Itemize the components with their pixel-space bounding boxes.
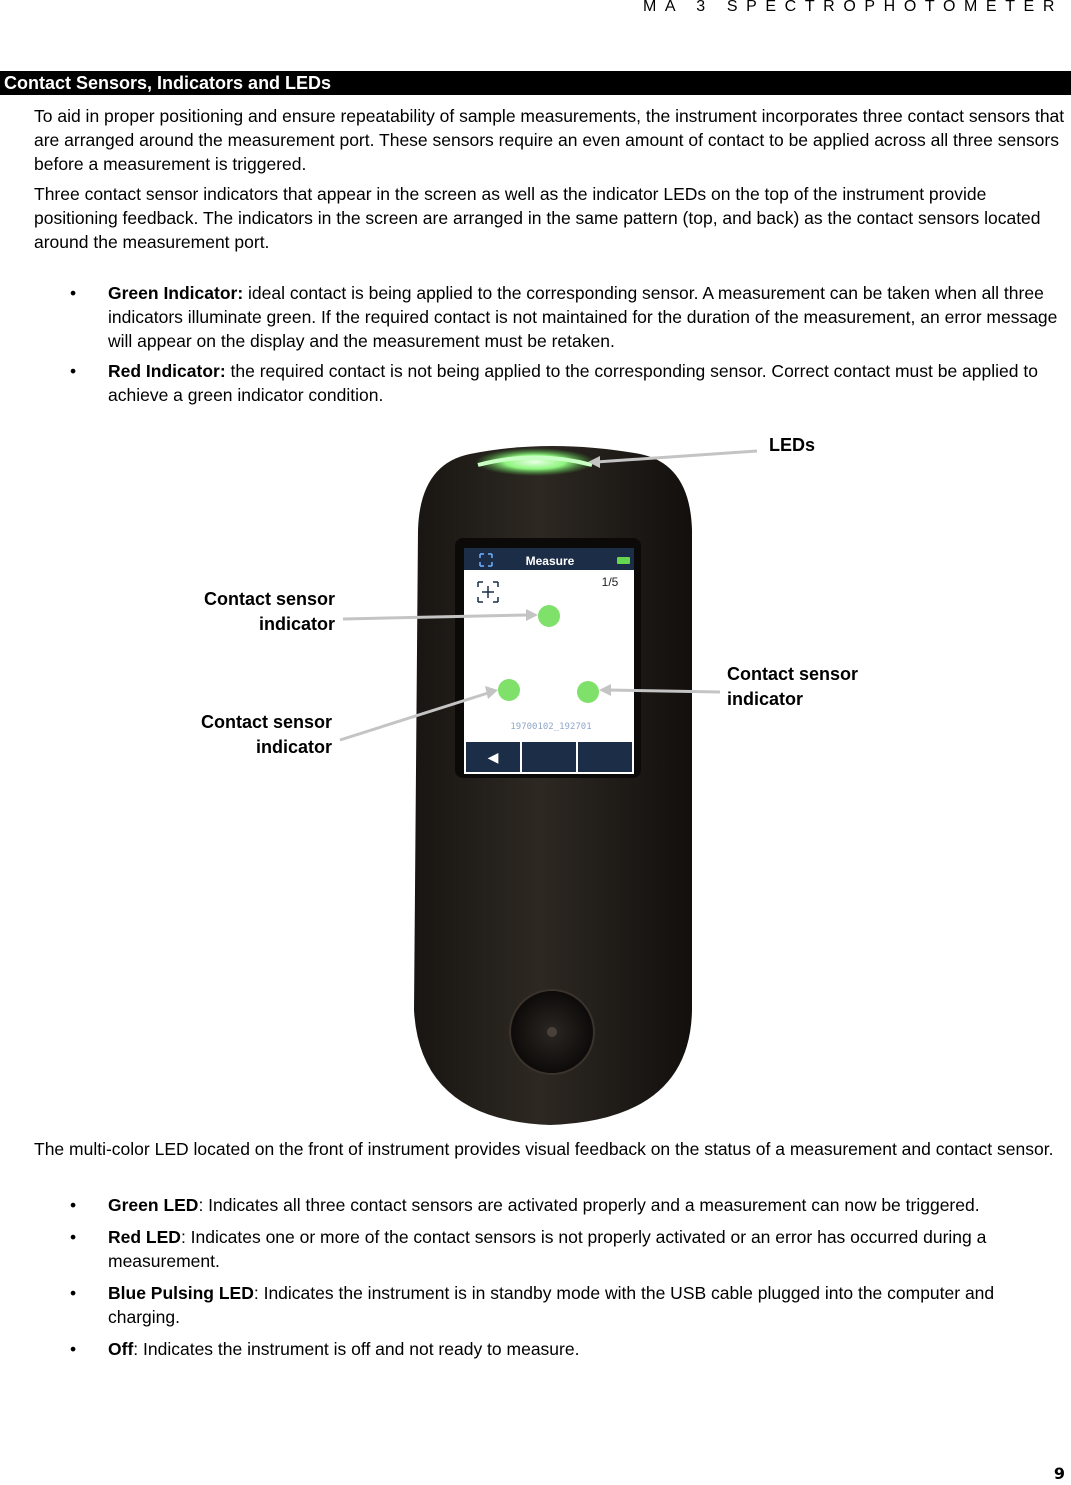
list-item: [70, 359, 1068, 407]
list-item: [70, 1193, 1068, 1217]
measure-port-center: [547, 1027, 557, 1037]
indicator-list: [70, 281, 1068, 407]
list-item-term: Red Indicator:: [108, 361, 226, 381]
led-list: [70, 1193, 1068, 1361]
led-intro-paragraph: The multi-color LED located on the front of instrument provides visual feedback on the status of a measurement and contact sensor.: [34, 1139, 1054, 1159]
callout-line1: Contact sensor: [203, 589, 335, 609]
callout-leds: LEDs: [769, 435, 816, 455]
sample-id: 19700102_192701: [510, 722, 592, 732]
list-item-term: Off: [108, 1339, 134, 1359]
contact-indicator-top: [538, 605, 560, 627]
bullet-icon: •: [70, 1195, 77, 1215]
contact-indicator-right: [577, 681, 599, 703]
back-icon: ◀: [487, 750, 499, 766]
list-item-text: : Indicates the instrument is off and not ready to measure.: [133, 1339, 580, 1359]
bullet-icon: •: [70, 283, 77, 303]
list-item-text: : Indicates one or more of the contact sensors is not properly activated or an error has occurred during a measurement.: [108, 1227, 987, 1271]
softkey-middle[interactable]: [522, 742, 576, 772]
callout-line1: Contact sensor: [200, 712, 332, 732]
screen-title: Measure: [525, 554, 575, 568]
softkey-right[interactable]: [578, 742, 632, 772]
bullet-icon: •: [70, 1339, 77, 1359]
list-item: [70, 281, 1068, 353]
bullet-icon: •: [70, 1227, 77, 1247]
list-item-term: Green Indicator:: [108, 283, 244, 303]
intro-paragraph-2: Three contact sensor indicators that appear in the screen as well as the indicator LEDs on the top of the instrument provide positioning feedback. The indicators in the screen are arranged in the same pattern (top, and back) as the contact sensors located around the measurement port.: [34, 184, 1041, 252]
contact-indicator-left: [498, 679, 520, 701]
device-illustration: [0, 420, 1071, 1135]
list-item-term: Red LED: [108, 1227, 181, 1247]
list-item: [70, 1225, 1068, 1273]
list-item-text: : Indicates all three contact sensors are activated properly and a measurement can now be triggered.: [198, 1195, 980, 1215]
running-header: MA 3 SPECTROPHOTOMETER: [642, 0, 1063, 15]
list-item-text: the required contact is not being applied to the corresponding sensor. Correct contact must be applied to achieve a green indicator condition.: [108, 361, 1038, 405]
list-item-text: ideal contact is being applied to the corresponding sensor. A measurement can be taken when all three indicators illuminate green. If the required contact is not maintained for the duration of the measurement, an error message will appear on the display and the measurement must be retaken.: [108, 283, 1058, 351]
callout-line2: indicator: [727, 689, 804, 709]
list-item-text: : Indicates the instrument is in standby mode with the USB cable plugged into the computer and charging.: [108, 1283, 995, 1327]
section-title: Contact Sensors, Indicators and LEDs: [0, 71, 1071, 95]
list-item-term: Green LED: [108, 1195, 199, 1215]
callout-sensor-top: [150, 587, 335, 637]
page-number: 9: [1053, 1464, 1065, 1483]
list-item: [70, 1281, 1068, 1329]
callout-sensor-right: [727, 662, 858, 712]
bullet-icon: •: [70, 1283, 77, 1303]
device-figure: [0, 420, 1071, 1135]
callout-sensor-left: [147, 710, 332, 760]
callout-line1: Contact sensor: [727, 664, 859, 684]
callout-line2: indicator: [258, 614, 335, 634]
callout-line2: indicator: [255, 737, 332, 757]
intro-paragraph-1: To aid in proper positioning and ensure repeatability of sample measurements, the instrument incorporates three contact sensors that are arranged around the measurement port. These sensors require an even amount of contact to be applied across all three sensors before a measurement is triggered.: [34, 106, 1065, 174]
list-item-term: Blue Pulsing LED: [108, 1283, 254, 1303]
list-item: [70, 1337, 1068, 1361]
battery-icon: [617, 557, 630, 564]
measurement-counter: 1/5: [601, 575, 619, 589]
bullet-icon: •: [70, 361, 77, 381]
callout-line-right: [608, 690, 720, 692]
